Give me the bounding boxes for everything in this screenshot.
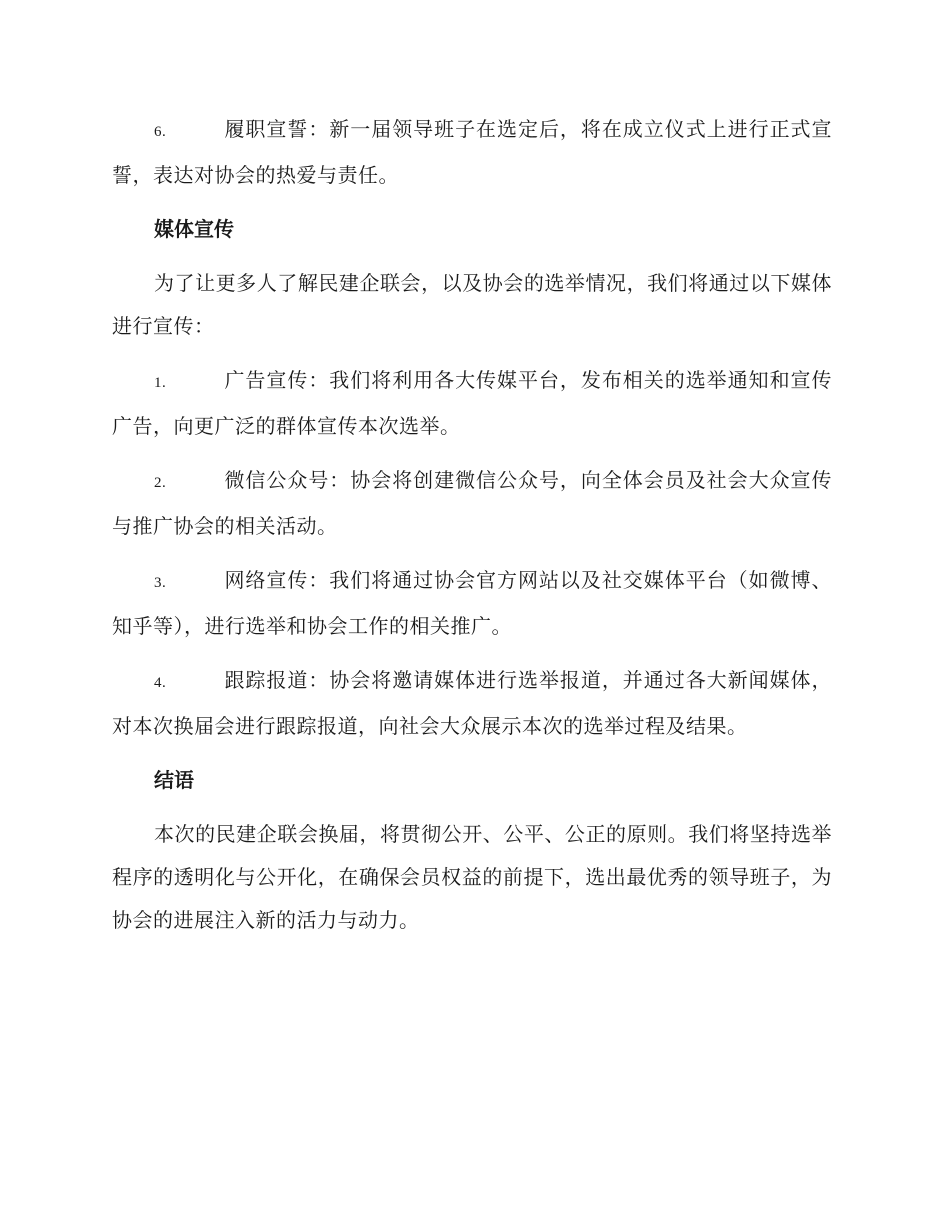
list-number: 2.: [154, 475, 167, 491]
media-intro-paragraph: 为了让更多人了解民建企联会，以及协会的选举情况，我们将通过以下媒体进行宣传：: [112, 271, 832, 338]
list-text: 履职宣誓：新一届领导班子在选定后，将在成立仪式上进行正式宣誓，表达对协会的热爱与责任。: [112, 117, 832, 187]
list-number: 3.: [154, 575, 167, 591]
list-number: 4.: [154, 675, 167, 691]
list-text: 跟踪报道：协会将邀请媒体进行选举报道，并通过各大新闻媒体，对本次换届会进行跟踪报道，向社会大众展示本次的选举过程及结果。: [112, 668, 832, 738]
list-text: 网络宣传：我们将通过协会官方网站以及社交媒体平台（如微博、知乎等），进行选举和协会工作的相关推广。: [112, 568, 832, 638]
list-text: 微信公众号：协会将创建微信公众号，向全体会员及社会大众宣传与推广协会的相关活动。: [112, 468, 832, 538]
list-text: 广告宣传：我们将利用各大传媒平台，发布相关的选举通知和宣传广告，向更广泛的群体宣传本次选举。: [112, 368, 832, 438]
list-number: 6.: [154, 124, 167, 140]
conclusion-paragraph: 本次的民建企联会换届，将贯彻公开、公平、公正的原则。我们将坚持选举程序的透明化与公开化，在确保会员权益的前提下，选出最优秀的领导班子，为协会的进展注入新的活力与动力。: [112, 822, 832, 932]
list-item: [112, 559, 832, 648]
document-content: [112, 108, 832, 953]
list-item: [112, 459, 832, 548]
section-heading-conclusion: 结语: [154, 768, 194, 792]
list-number: 1.: [154, 375, 167, 391]
list-item: [112, 659, 832, 748]
section-heading-media: 媒体宣传: [154, 217, 234, 241]
list-item-oath: [112, 108, 832, 197]
list-item: [112, 359, 832, 448]
